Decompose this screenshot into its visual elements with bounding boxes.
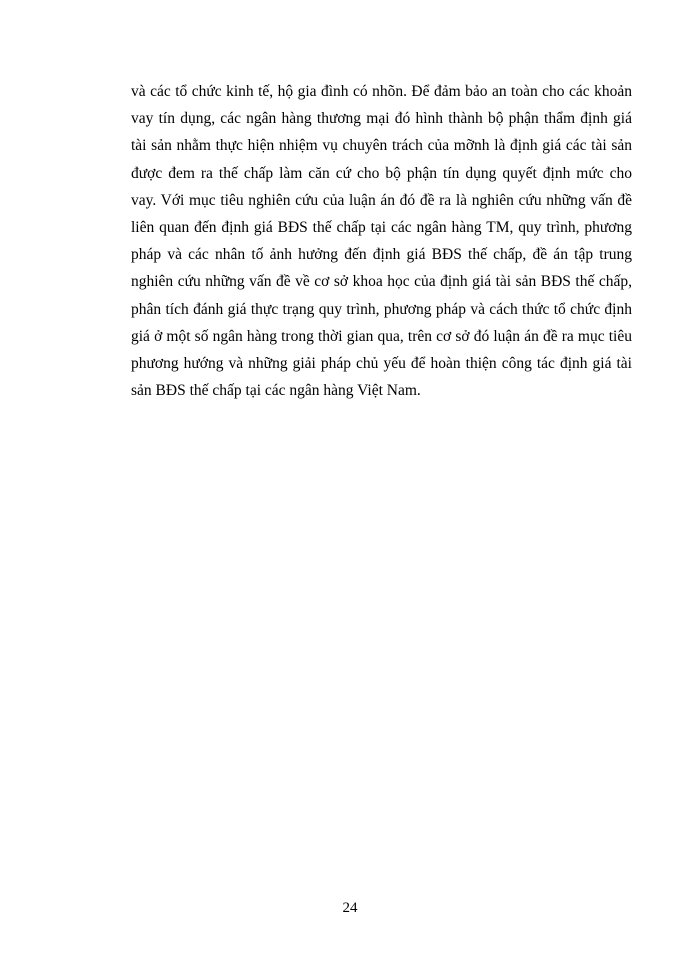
- paragraph-line: tài sản nhằm thực hiện nhiệm vụ chuyên trách của mỡnh là định giá các tài sản: [131, 137, 632, 155]
- paragraph-line: liên quan đến định giá BĐS thế chấp tại các ngân hàng TM, quy trình, phương: [131, 218, 632, 236]
- paragraph-line: vay. Với mục tiêu nghiên cứu của luận án đó đề ra là nghiên cứu những vấn đề: [131, 191, 632, 209]
- body-paragraph: [131, 78, 632, 404]
- paragraph-line: phân tích đánh giá thực trạng quy trình, phương pháp và cách thức tổ chức định: [131, 300, 632, 318]
- paragraph-line: giá ở một số ngân hàng trong thời gian qua, trên cơ sở đó luận án đề ra mục tiêu: [131, 327, 632, 345]
- paragraph-line: và các tổ chức kinh tế, hộ gia đình có nhõn. Để đảm bảo an toàn cho các khoản: [131, 83, 632, 100]
- page-number: 24: [342, 900, 358, 916]
- paragraph-line: sản BĐS thế chấp tại các ngân hàng Việt Nam.: [131, 382, 421, 400]
- paragraph-line: phương hướng và những giải pháp chủ yếu để hoàn thiện công tác định giá tài: [131, 354, 632, 372]
- paragraph-line: pháp và các nhân tố ảnh hưởng đến định giá BĐS thế chấp, đề án tập trung: [131, 246, 632, 264]
- paragraph-line: vay tín dụng, các ngân hàng thương mại đó hình thành bộ phận thẩm định giá: [131, 110, 632, 128]
- paragraph-line: được đem ra thế chấp làm căn cứ cho bộ phận tín dụng quyết định mức cho: [131, 164, 632, 182]
- paragraph-line: nghiên cứu những vấn đề về cơ sở khoa học của định giá tài sản BĐS thế chấp,: [131, 273, 632, 291]
